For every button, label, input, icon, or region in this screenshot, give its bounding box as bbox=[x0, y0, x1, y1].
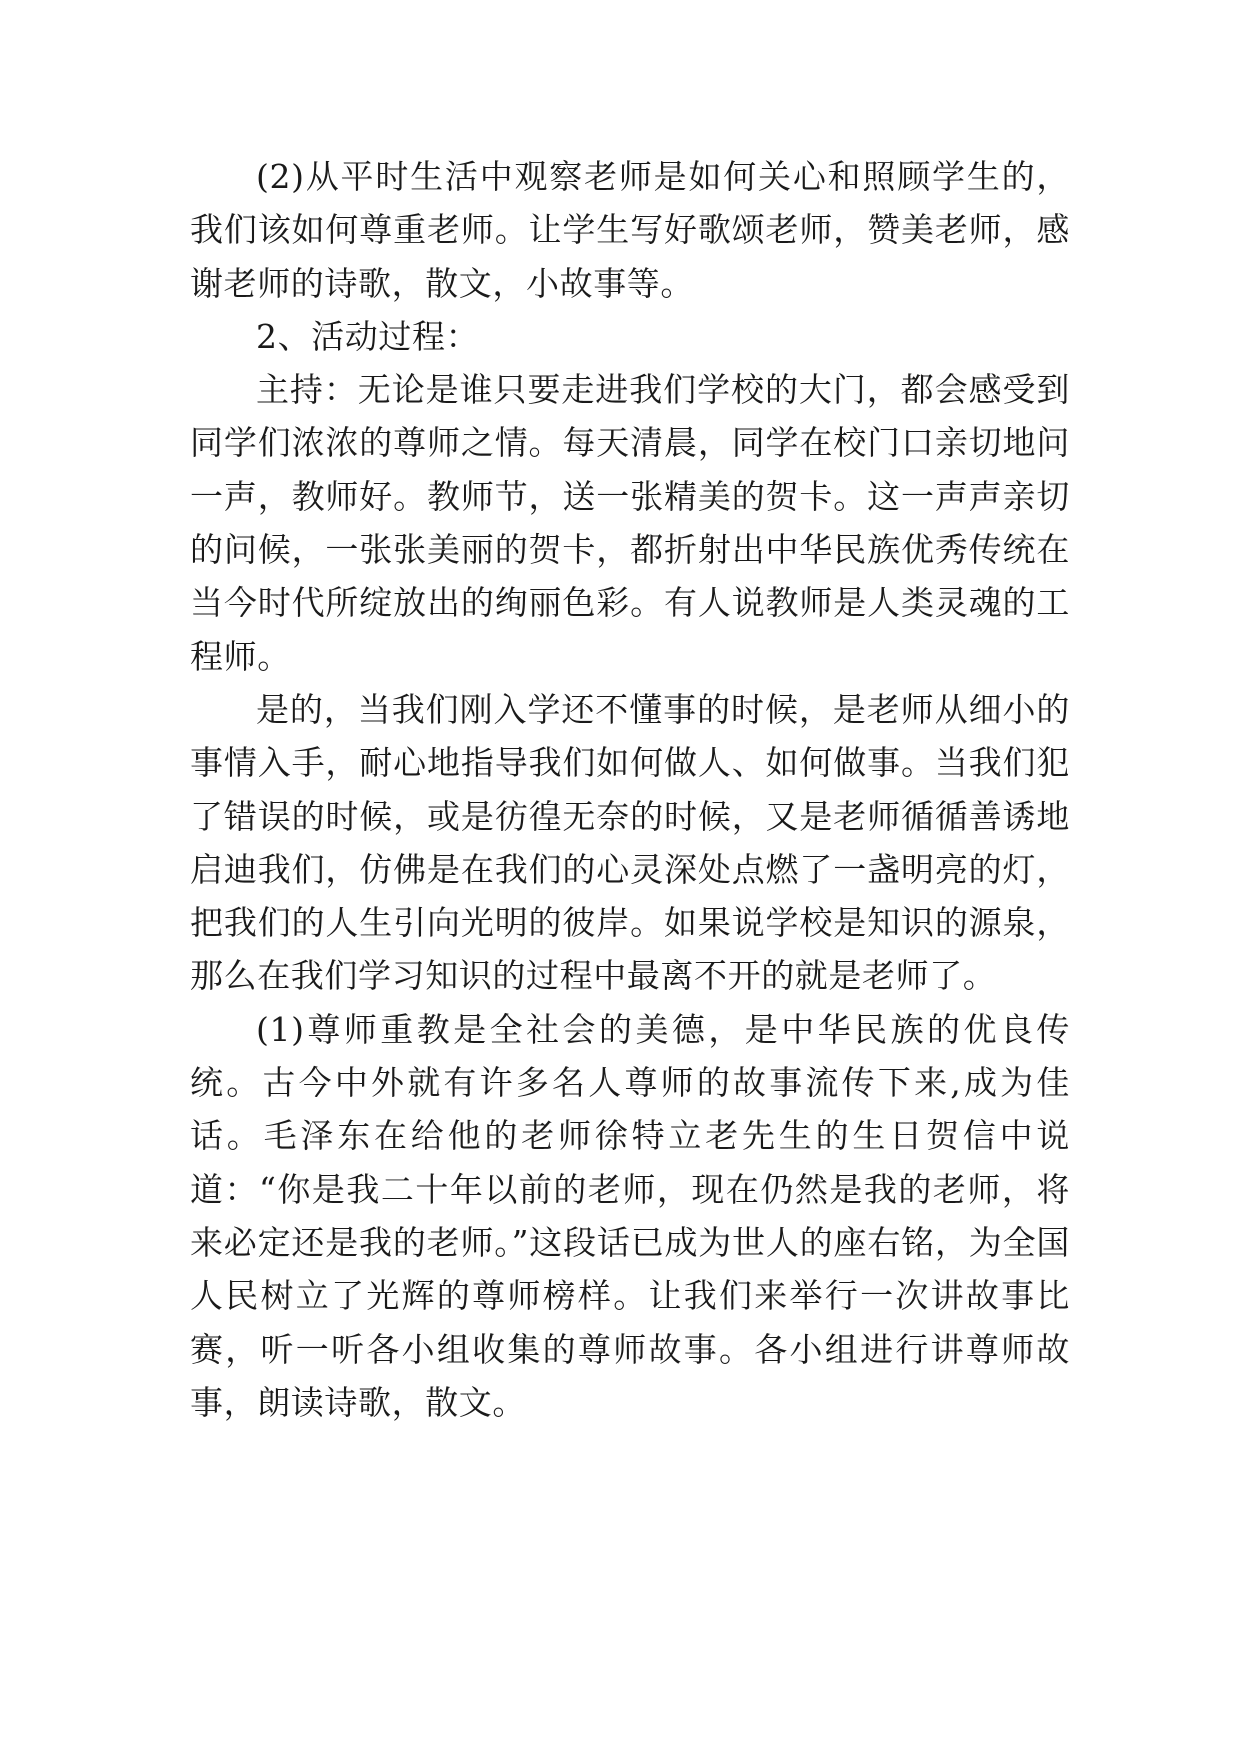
paragraph-teacher-guidance: 是的，当我们刚入学还不懂事的时候，是老师从细小的事情入手，耐心地指导我们如何做人、如何做事。当我们犯了错误的时候，或是彷徨无奈的时候，又是老师循循善诱地启迪我们，仿佛是在我们的心灵深处点燃了一盏明亮的灯，把我们的人生引向光明的彼岸。如果说学校是知识的源泉，那么在我们学习知识的过程中最离不开的就是老师了。 bbox=[190, 689, 1070, 996]
section-heading-activity-process: 2、活动过程： bbox=[256, 316, 480, 356]
document-body bbox=[190, 150, 1070, 1429]
paragraph-host-intro: 主持：无论是谁只要走进我们学校的大门，都会感受到同学们浓浓的尊师之情。每天清晨，同学在校门口亲切地问一声，教师好。教师节，送一张精美的贺卡。这一声声亲切的问候，一张张美丽的贺卡，都折射出中华民族优秀传统在当今时代所绽放出的绚丽色彩。有人说教师是人类灵魂的工程师。 bbox=[190, 370, 1070, 676]
paragraph-respect-teachers-1: (1)尊师重教是全社会的美德，是中华民族的优良传统。古今中外就有许多名人尊师的故事流传下来,成为佳话。毛泽东在给他的老师徐特立老先生的生日贺信中说道：“你是我二十年以前的老师，现在仍然是我的老师，将来必定还是我的老师。”这段话已成为世人的座右铭，为全国人民树立了光辉的尊师榜样。让我们来举行一次讲故事比赛，听一听各小组收集的尊师故事。各小组进行讲尊师故事，朗读诗歌，散文。 bbox=[190, 1009, 1070, 1422]
paragraph-preparation-2: (2)从平时生活中观察老师是如何关心和照顾学生的，我们该如何尊重老师。让学生写好歌颂老师，赞美老师，感谢老师的诗歌，散文，小故事等。 bbox=[190, 157, 1070, 303]
